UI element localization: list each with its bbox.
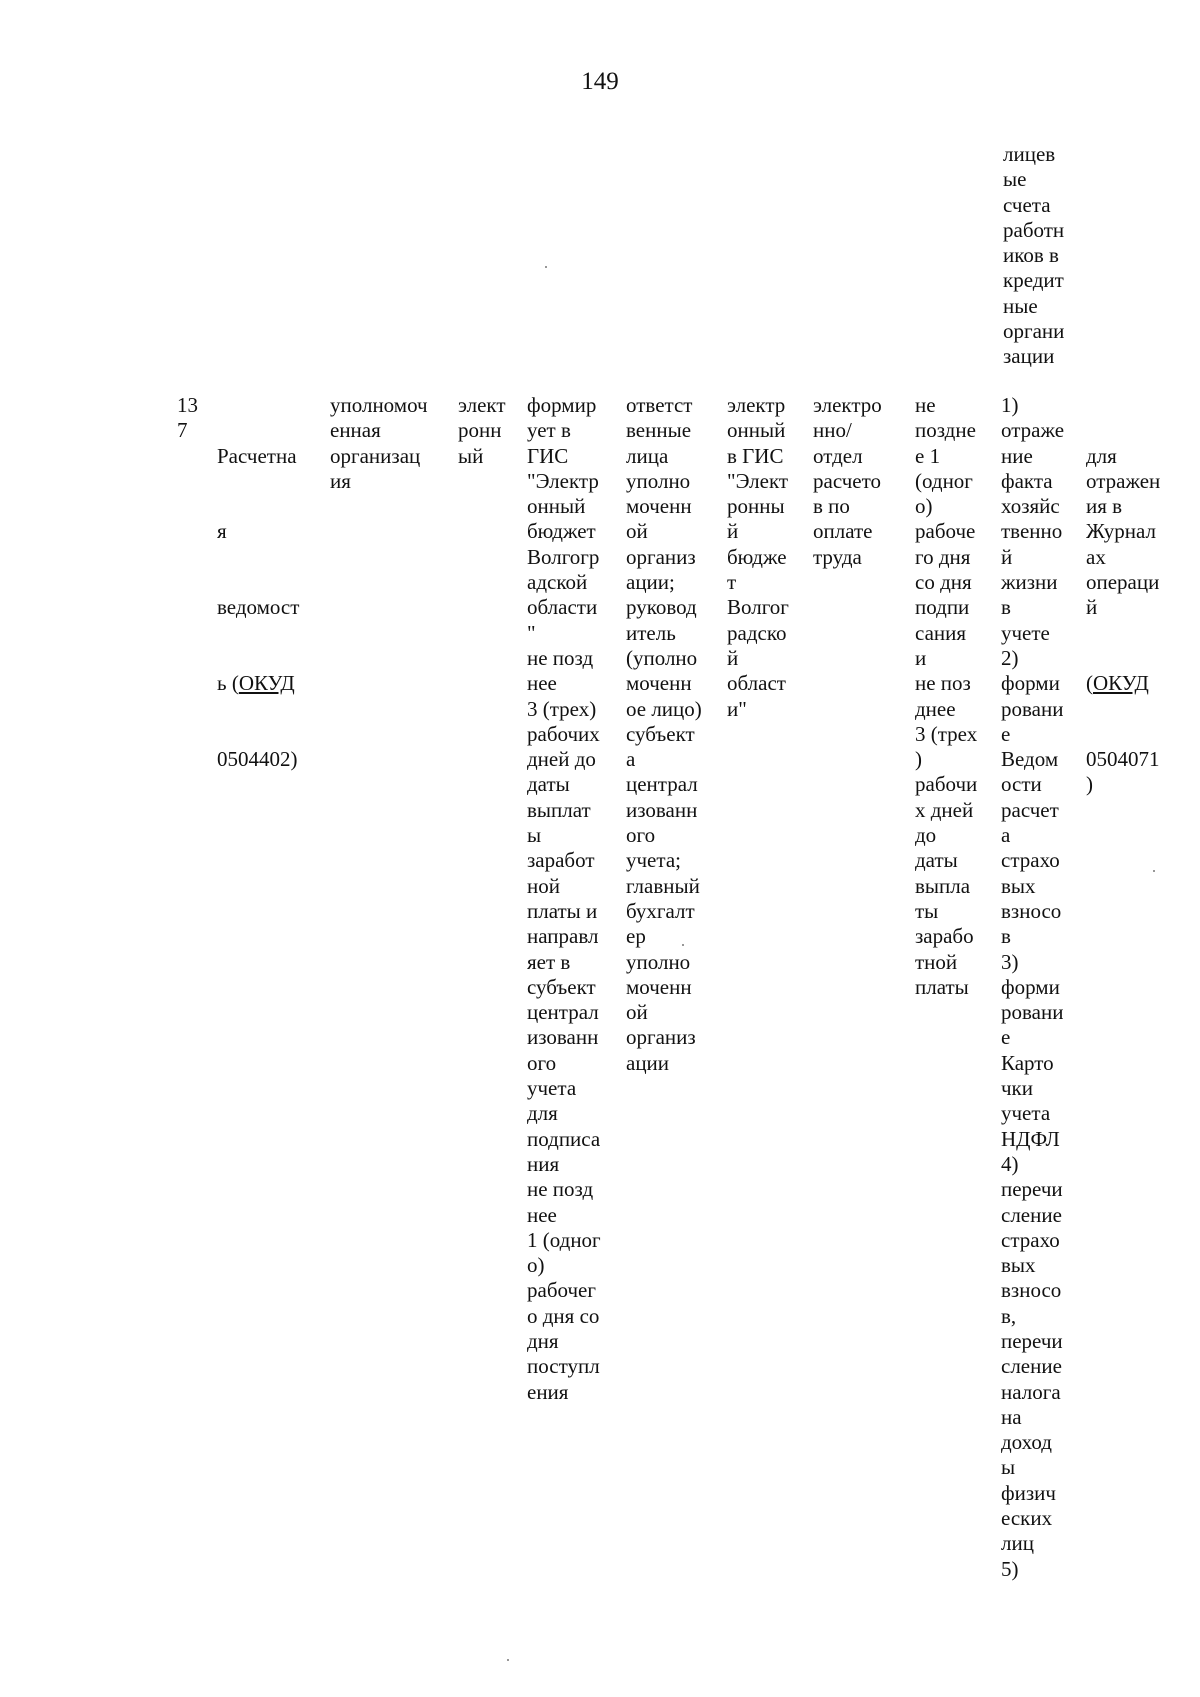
cell-line: бюдже [727,544,787,569]
recipient-cell [813,393,882,570]
cell-line: учета [527,1076,577,1101]
cell-line: х дней [915,797,974,822]
cell-line: 1) [1001,393,1019,417]
cell-line: ровани [1001,696,1064,721]
cell-line: ной [527,873,560,898]
cell-line: ого [527,1050,557,1075]
cell-line: организац [330,443,421,468]
cell-line: ые [1003,167,1027,192]
cell-line: до [915,823,937,848]
cell-line: форми [1001,671,1060,696]
cell-line: ронн [458,418,502,443]
cell-line: а [1001,823,1011,848]
cell-line: органи [1003,319,1065,344]
cell-line: организ [626,544,696,569]
cell-line: зарабо [915,924,974,949]
document-name-line: 0504402) [217,747,298,772]
cell-line: ах [1086,544,1106,569]
document-name-line: Расчетна [217,443,297,468]
cell-line: не позд [527,645,594,670]
reflection-lines [1086,747,1160,798]
cell-line: доход [1001,1430,1052,1455]
cell-line: ) [1086,772,1093,797]
cell-line: вых [1001,1253,1036,1278]
cell-line: адской [527,570,588,595]
cell-line: й [727,645,739,670]
cell-line: учета; [626,848,681,873]
cell-line: итель [626,620,676,645]
cell-line: 13 [177,393,198,417]
cell-line: форми [1001,974,1060,999]
cell-line: области [527,595,598,620]
cell-line: электро [813,393,882,417]
cell-line: сания [915,620,967,645]
cell-line: ой [626,1000,648,1025]
cell-line: дней до [527,747,596,772]
cell-line: онный [727,418,786,443]
cell-line: й [1086,595,1098,620]
cell-line: 1 (одног [527,1227,601,1252]
document-name-line: ведомост [217,595,300,620]
cell-line: моченн [626,974,692,999]
cell-line: 3 (трех [915,721,978,746]
row-number-cell [177,393,198,444]
cell-line: со дня [915,570,972,595]
cell-line: дня [527,1328,559,1353]
cell-line: в ГИС [727,443,784,468]
cell-line: расчето [813,468,882,493]
cell-line: днее [915,696,956,721]
scan-speck [682,944,684,946]
cell-line: о) [527,1253,545,1278]
cell-line: (уполно [626,645,698,670]
cell-line: Ведом [1001,747,1059,772]
cell-line: е [1001,721,1011,746]
reflection-text: ( [1086,671,1093,696]
cell-line: ой [626,519,648,544]
cell-line: хозяйс [1001,494,1060,519]
cell-line: страхо [1001,848,1060,873]
cell-line: НДФЛ [1001,1126,1060,1151]
formation-procedure-cell [527,393,601,1405]
cell-line: налога [1001,1379,1061,1404]
document-name-line [217,671,299,696]
cell-line: в [1001,595,1011,620]
cell-line: ует в [527,418,571,443]
cell-line: и [915,645,927,670]
cell-line: руковод [626,595,697,620]
cell-line: (одног [915,468,973,493]
cell-line: зации [1003,344,1055,369]
continuation-cell [1003,142,1064,370]
cell-line: лицев [1003,142,1056,166]
cell-line: выплат [527,797,591,822]
cell-line: работн [1003,217,1065,242]
cell-line: ответст [626,393,693,417]
cell-line: ние [1001,443,1033,468]
cell-line: физич [1001,1480,1056,1505]
cell-line: даты [915,848,958,873]
cell-line: для [1086,443,1117,468]
cell-line: изованн [527,1025,599,1050]
cell-line: еских [1001,1506,1053,1531]
reflection-lines [1086,444,1160,621]
cell-line: моченн [626,671,692,696]
cell-line: отдел [813,443,863,468]
cell-line: перечи [1001,1177,1063,1202]
cell-line: е 1 [915,443,941,468]
document-name-cell [217,393,299,823]
reflection-cell [1086,393,1160,848]
okud-link[interactable]: ОКУД [238,671,295,696]
cell-line: направл [527,924,599,949]
transfer-deadline-cell [915,393,977,1000]
cell-line: ер [626,924,646,949]
cell-line: " [527,620,536,645]
cell-line: иков в [1003,243,1059,268]
cell-line: 2) [1001,645,1019,670]
cell-line: платы [915,974,969,999]
cell-line: не позд [527,1177,594,1202]
cell-line: отражен [1086,468,1161,493]
cell-line: 5) [1001,1556,1019,1581]
cell-line: субъект [527,974,596,999]
cell-line: лиц [1001,1531,1034,1556]
cell-line: 4) [1001,1151,1019,1176]
cell-line: в, [1001,1303,1017,1328]
cell-line: енная [330,418,381,443]
cell-line: ый [458,443,484,468]
cell-line: твенно [1001,519,1063,544]
document-name-line: я [217,519,227,544]
cell-line: ы [527,823,542,848]
scan-speck [507,1659,509,1661]
cell-line: учете [1001,620,1050,645]
document-name-text: ь ( [217,671,239,696]
cell-line: не [915,393,936,417]
cell-line: факта [1001,468,1053,493]
cell-line: рабочег [527,1278,596,1303]
cell-line: ое лицо) [626,696,702,721]
cell-line: венные [626,418,692,443]
cell-line: ния [527,1151,560,1176]
cell-line: нее [527,1202,557,1227]
cell-line: яет в [527,949,571,974]
cell-line: ации; [626,570,675,595]
cell-line: онный [527,494,586,519]
cell-line: труда [813,544,862,569]
cell-line: ения [527,1379,569,1404]
cell-line: "Элект [727,468,789,493]
cell-line: й [727,519,739,544]
reflection-link-line [1086,671,1160,696]
cell-line: сление [1001,1354,1062,1379]
cell-line: поступл [527,1354,600,1379]
cell-line: кредит [1003,268,1064,293]
cell-line: платы и [527,898,598,923]
cell-line: Карто [1001,1050,1054,1075]
cell-line: ации [626,1050,670,1075]
cell-line: организ [626,1025,696,1050]
cell-line: не поз [915,671,971,696]
cell-line: отраже [1001,418,1065,443]
cell-line: рабочих [527,721,600,746]
cell-line: перечи [1001,1328,1063,1353]
signers-cell [626,393,702,1076]
cell-line: подписа [527,1126,601,1151]
cell-line: е [1001,1025,1011,1050]
cell-line: жизни [1001,570,1058,595]
cell-line: рабоче [915,519,976,544]
cell-line: в [1001,924,1011,949]
cell-line: Волгог [727,595,789,620]
cell-line: уполномоч [330,393,428,417]
cell-line: тной [915,949,958,974]
cell-line: т [727,570,737,595]
cell-line: и" [727,696,747,721]
cell-line: ронны [727,494,785,519]
cell-line: 3 (трех) [527,696,597,721]
cell-line: счета [1003,192,1051,217]
cell-line: формир [527,393,597,417]
cell-line: главный [626,873,700,898]
cell-line: чки [1001,1076,1034,1101]
cell-line: электр [727,393,786,417]
cell-line: централ [626,772,698,797]
cell-line: поздне [915,418,976,443]
cell-line: й [1001,544,1013,569]
cell-line: взносо [1001,1278,1062,1303]
cell-line: бухгалт [626,898,695,923]
cell-line: а [626,747,636,772]
cell-line: нно/ [813,418,852,443]
cell-line: 3) [1001,949,1019,974]
cell-line: в по [813,494,850,519]
cell-line: "Электр [527,468,599,493]
cell-line: заработ [527,848,595,873]
cell-line: о) [915,494,933,519]
cell-line: област [727,671,786,696]
cell-line: нее [527,671,557,696]
cell-line: операци [1086,570,1160,595]
cell-line: ГИС [527,443,569,468]
cell-line: лица [626,443,669,468]
cell-line: рабочи [915,772,978,797]
cell-line: подпи [915,595,970,620]
cell-line: 0504071 [1086,747,1160,772]
cell-line: ости [1001,772,1042,797]
cell-line: изованн [626,797,698,822]
cell-line: уполно [626,468,691,493]
document-form-cell [458,393,506,469]
cell-line: для [527,1101,558,1126]
cell-line: выпла [915,873,971,898]
cell-line: ) [915,747,922,772]
cell-line: бюджет [527,519,596,544]
okud-link[interactable]: ОКУД [1093,671,1149,696]
cell-line: ия [330,468,351,493]
scan-speck [545,266,547,268]
cell-line: ы [1001,1455,1016,1480]
purpose-cell [1001,393,1064,1582]
cell-line: даты [527,772,570,797]
cell-line: радско [727,620,787,645]
cell-line: субъект [626,721,695,746]
responsible-org-cell [330,393,428,494]
cell-line: расчет [1001,797,1059,822]
cell-line: на [1001,1404,1022,1429]
cell-line: Журнал [1086,519,1157,544]
cell-line: 7 [177,418,188,443]
cell-line: вых [1001,873,1036,898]
cell-line: взносо [1001,898,1062,923]
cell-line: го дня [915,544,971,569]
cell-line: Волгогр [527,544,600,569]
cell-line: моченн [626,494,692,519]
cell-line: страхо [1001,1227,1060,1252]
cell-line: ия в [1086,494,1123,519]
page-number: 149 [581,68,619,95]
cell-line: ты [915,898,939,923]
storage-form-cell [727,393,789,722]
cell-line: уполно [626,949,691,974]
cell-line: ные [1003,293,1038,318]
cell-line: о дня со [527,1303,600,1328]
cell-line: оплате [813,519,873,544]
cell-line: учета [1001,1101,1051,1126]
cell-line: сление [1001,1202,1062,1227]
scan-speck [1153,870,1155,872]
cell-line: ого [626,823,656,848]
cell-line: элект [458,393,506,417]
cell-line: ровани [1001,1000,1064,1025]
cell-line: централ [527,1000,599,1025]
